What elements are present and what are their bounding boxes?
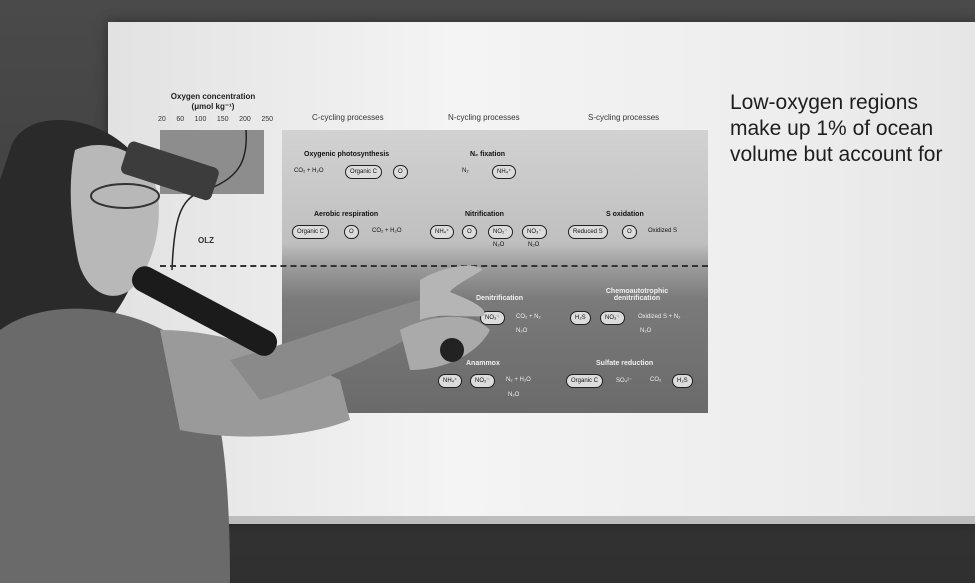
process-aerobic-respiration: Aerobic respiration: [314, 211, 379, 218]
column-header-n-cycling: N-cycling processes: [448, 113, 520, 122]
oxygen-title-line-1: Oxygen concentration: [170, 92, 256, 101]
h2s-pill: H₂S: [672, 374, 693, 388]
process-sulfate-reduction: Sulfate reduction: [596, 360, 654, 367]
olz-label: OLZ: [198, 236, 214, 245]
oxygen-title-line-2: (μmol kg⁻¹): [191, 102, 235, 111]
tick-label: 150: [216, 116, 229, 123]
no3-pill: NO₃⁻: [600, 311, 625, 325]
no3-pill: NO₃⁻: [522, 225, 547, 239]
process-s-oxidation: S oxidation: [606, 211, 644, 218]
process-oxygenic-photosynthesis: Oxygenic photosynthesis: [304, 151, 390, 158]
no2-pill: NO₂⁻: [470, 374, 495, 388]
tick-label: 200: [239, 116, 251, 123]
nh4-pill: NH₄⁺: [430, 225, 454, 239]
equation-term: CO₂ + H₂O: [294, 168, 324, 174]
organic-c-pill: Organic C: [345, 165, 382, 179]
no2-pill: NO₂⁻: [488, 225, 513, 239]
no3-pill: NO₃⁻: [480, 311, 505, 325]
equation-term: N₂ + H₂O: [506, 377, 531, 383]
process-denitrification: Denitrification: [476, 295, 524, 302]
process-nitrification: Nitrification: [465, 211, 504, 218]
o2-pill: O: [462, 225, 477, 239]
process-chemoautotrophic-denitrification: Chemoautotrophic denitrification: [605, 288, 669, 302]
tick-label: 20: [158, 116, 166, 123]
column-header-s-cycling: S-cycling processes: [588, 113, 660, 122]
column-header-c-cycling: C-cycling processes: [312, 113, 384, 122]
equation-term: N₂: [462, 168, 469, 174]
slide-line-1: Low-oxygen regions: [730, 91, 918, 114]
ring-object: [440, 338, 464, 362]
reduced-s-pill: Reduced S: [568, 225, 608, 239]
o2-pill: O: [622, 225, 637, 239]
h2s-pill: H₂S: [570, 311, 591, 325]
tick-label: 100: [194, 116, 207, 123]
slide-line-3: volume but account for: [730, 143, 943, 166]
organic-c-pill: Organic C: [566, 374, 603, 388]
slide-line-2: make up 1% of ocean: [730, 117, 934, 140]
equation-term: N₂O: [528, 242, 540, 248]
equation-term: N₂O: [640, 328, 652, 334]
nh4-pill: NH₄⁺: [438, 374, 462, 388]
tick-label: 60: [176, 116, 185, 123]
equation-term: N₂O: [508, 392, 520, 398]
process-n2-fixation: N₂ fixation: [470, 151, 505, 158]
equation-term: CO₂ + N₂: [516, 314, 541, 320]
equation-term: SO₄²⁻: [616, 378, 633, 384]
equation-term: N₂O: [493, 242, 505, 248]
equation-term: Oxidized S: [648, 228, 678, 234]
o2-pill: O: [393, 165, 408, 179]
equation-term: CO₂: [650, 377, 662, 383]
organic-c-pill: Organic C: [292, 225, 329, 239]
tick-label: 250: [261, 116, 273, 123]
presenter-hand-pointing: [420, 266, 485, 320]
equation-term: Oxidized S + N₂: [638, 314, 681, 320]
equation-term: N₂O: [516, 328, 528, 334]
equation-term: CO₂ + H₂O: [372, 228, 402, 234]
process-anammox: Anammox: [466, 360, 500, 367]
nh4-pill: NH₄⁺: [492, 165, 516, 179]
o2-pill: O: [344, 225, 359, 239]
